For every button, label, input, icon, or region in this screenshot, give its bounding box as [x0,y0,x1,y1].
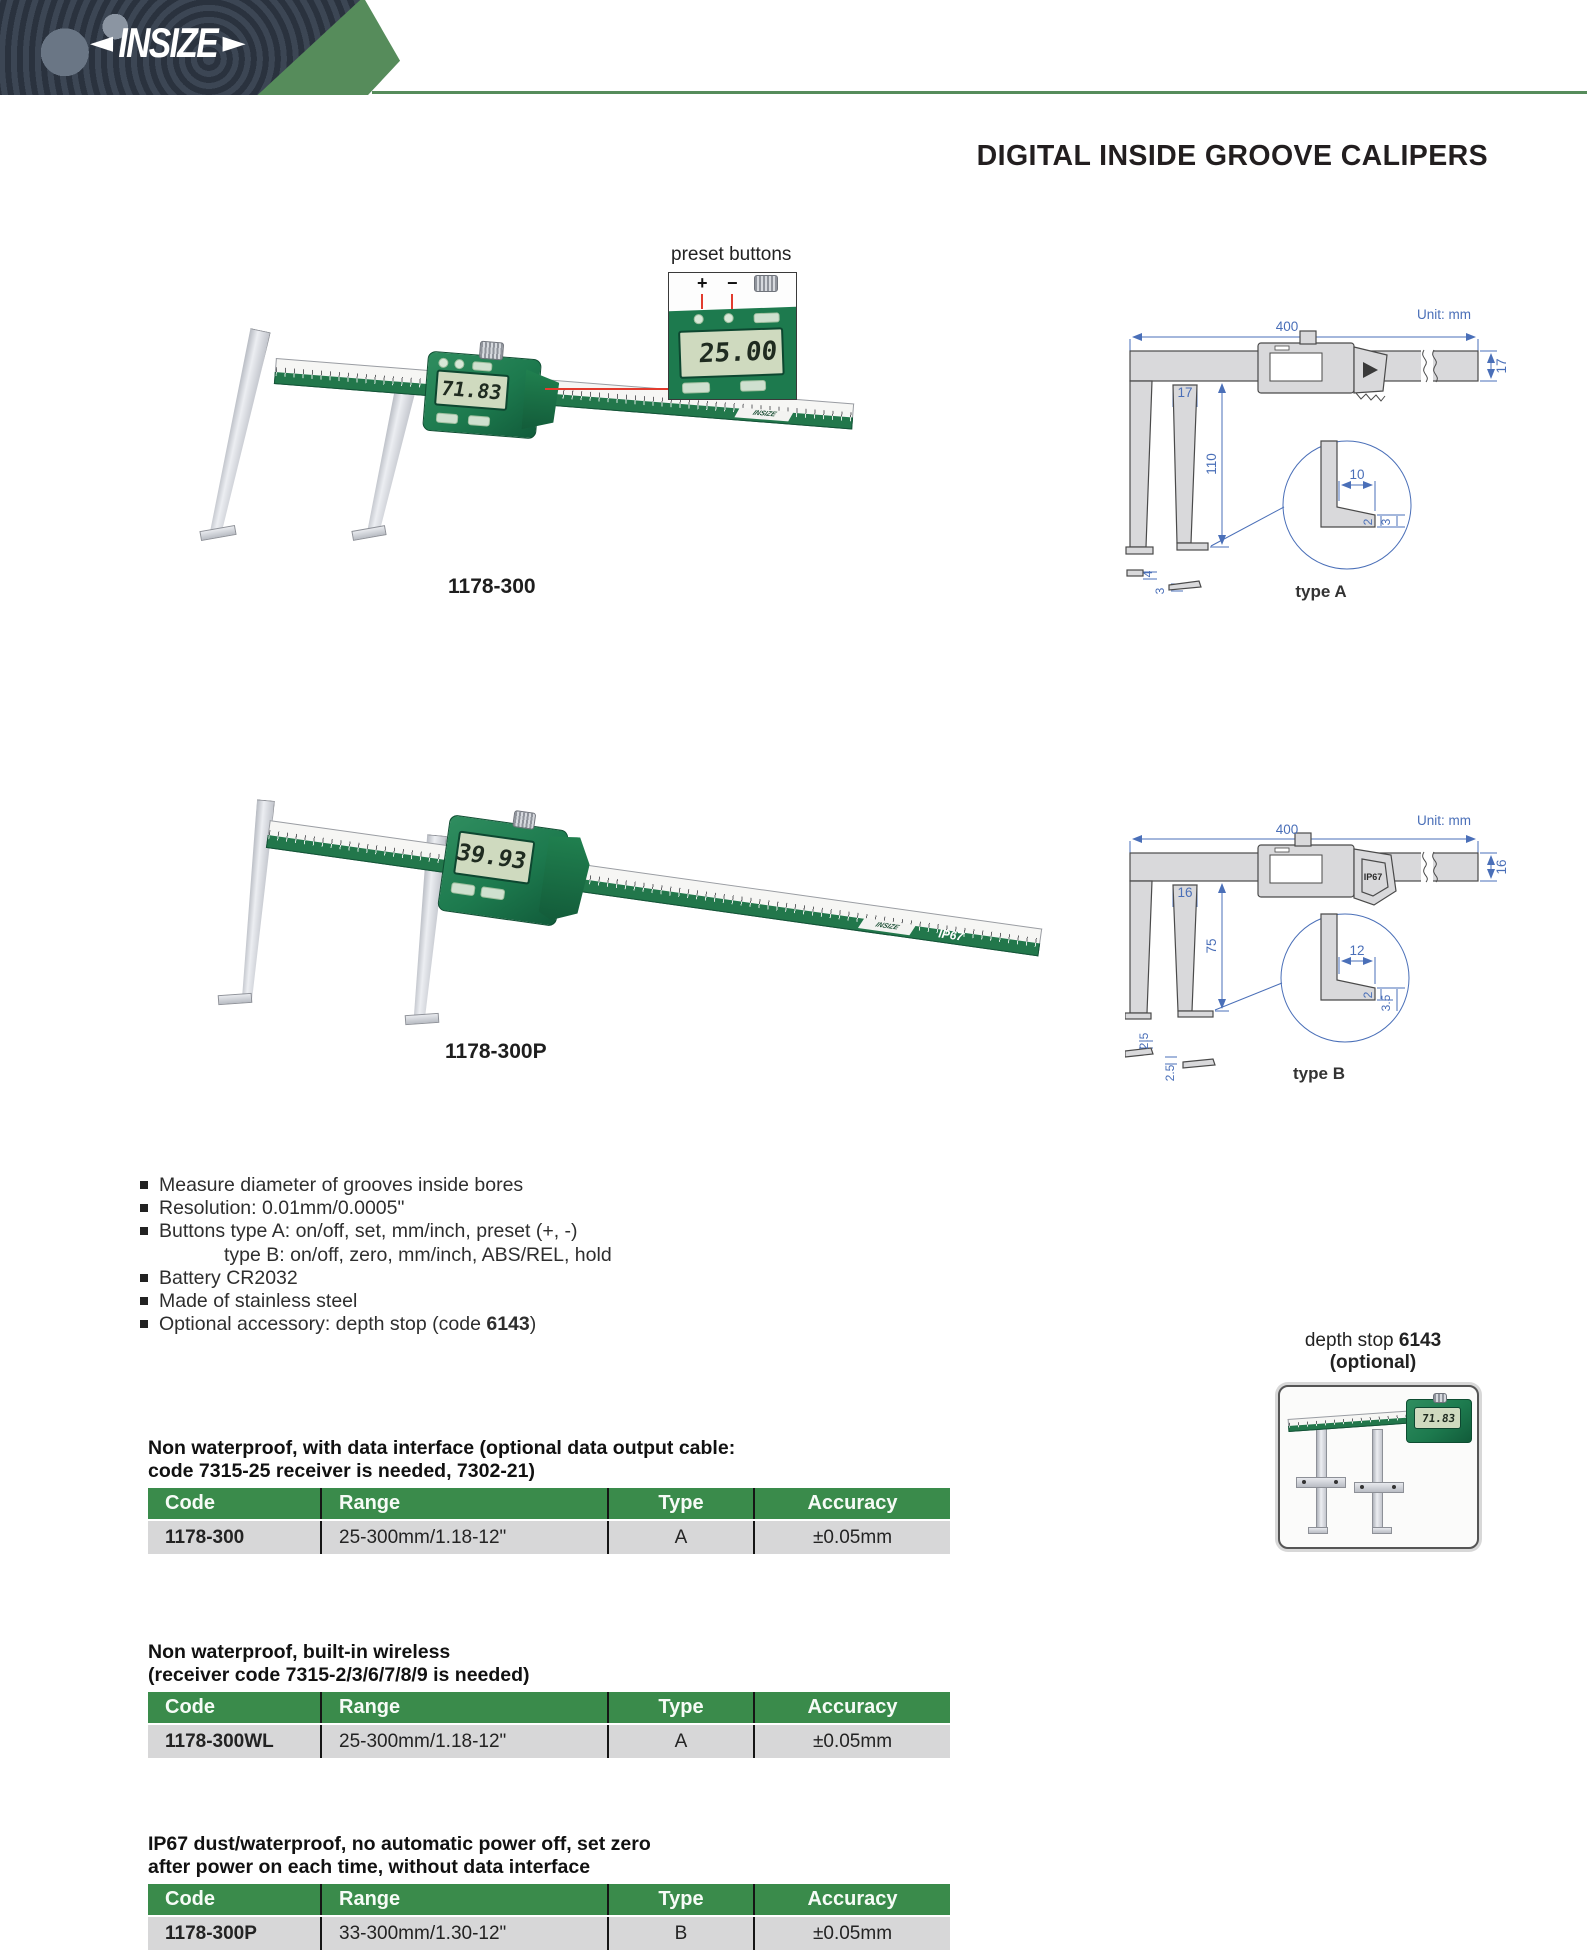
col-header-code: Code [148,1488,320,1519]
drawing-button [1275,346,1289,350]
caliper2-ip67-label: IP67 [937,926,964,944]
header-green-rule [372,91,1587,94]
dim-jaw-16: 16 [1177,885,1193,900]
caliper1-right-foot [351,525,386,541]
section2-heading [148,1641,530,1687]
callout-line [731,294,733,309]
table-header-row [148,1488,950,1519]
cell-range: 25-300mm/1.18-12" [320,1521,607,1554]
ds-screw-dot [1302,1480,1306,1484]
inset-lcd [678,327,785,379]
insize-logo [90,19,246,66]
logo-right-arrow-icon: ► [222,25,246,60]
depth-stop-label [1268,1330,1478,1374]
caliper2-lcd [453,831,535,885]
drawing-type-b [1125,805,1575,1105]
bullet-icon [140,1274,148,1282]
cell-accuracy: ±0.05mm [753,1917,950,1950]
cell-range: 25-300mm/1.18-12" [320,1725,607,1758]
ds-jaw [1372,1429,1383,1533]
section1-heading [148,1437,735,1483]
ds-screw-dot [1334,1480,1338,1484]
heading-line: (receiver code 7315-2/3/6/7/8/9 is needed) [148,1664,530,1686]
section3-heading [148,1833,651,1879]
clamp-teeth [1356,393,1385,401]
type-a-label: type A [1295,582,1347,601]
dim-tip-3: 3 [1153,587,1167,595]
caliper2-button-pill [480,886,505,900]
feature-item [140,1197,612,1220]
bullet-icon [140,1204,148,1212]
dim-tip-2_5b: 2.5 [1163,1064,1177,1082]
bullet-icon [140,1181,148,1189]
inset-button-pill [682,382,710,394]
caliper2-left-foot [218,993,253,1005]
drawing-ip67-label: IP67 [1363,872,1383,882]
heading-line: code 7315-25 receiver is needed, 7302-21) [148,1460,535,1482]
depth-stop-text: depth stop [1304,1330,1399,1351]
logo-text: INSIZE [118,19,218,66]
cell-range: 33-300mm/1.30-12" [320,1917,607,1950]
col-header-range: Range [320,1884,607,1915]
caliper1-thumb-screw [479,341,504,361]
bullet-icon [140,1227,148,1235]
page-title: DIGITAL INSIDE GROOVE CALIPERS [976,140,1488,172]
depth-stop-photo [1278,1385,1479,1549]
col-header-type: Type [607,1692,753,1723]
dim-jaw-17: 17 [1177,385,1193,400]
cell-type: A [607,1725,753,1758]
dim-3: 3 [1379,518,1393,526]
feature-item [140,1267,612,1290]
col-header-code: Code [148,1692,320,1723]
unit-label: Unit: mm [1417,813,1471,828]
dim-400: 400 [1275,822,1299,837]
col-header-type: Type [607,1488,753,1519]
preset-minus-button [723,313,733,323]
table-row [148,1723,950,1758]
minus-sign: − [727,273,738,293]
drawing-lcd [1270,855,1322,883]
ds-lcd-value: 71.83 [1421,1411,1456,1425]
drawing-button [1275,848,1289,852]
caliper2-lcd-value: 39.93 [453,839,529,875]
bullet-icon [140,1297,148,1305]
table-header-row [148,1884,950,1915]
unit-label: Unit: mm [1417,307,1471,322]
logo-left-arrow-icon: ◄ [90,25,114,60]
table-1178-300P [148,1884,950,1950]
heading-line: Non waterproof, built-in wireless [148,1641,451,1663]
caliper1-button-pill [436,412,459,424]
caliper2-clamp [538,833,594,924]
caliper2-right-foot [405,1013,440,1025]
caliper1-lcd [434,369,510,411]
heading-line: after power on each time, without data interface [148,1856,591,1878]
bullet-icon [140,1320,148,1328]
feature-list [140,1174,612,1336]
inset-display-body [668,307,797,400]
caliper1-code-label: 1178-300 [448,575,536,598]
feature-item [140,1290,612,1313]
col-header-range: Range [320,1692,607,1723]
caliper2-display-unit [437,814,569,927]
col-header-range: Range [320,1488,607,1519]
feature-text: Buttons type A: on/off, set, mm/inch, preset (+, -) [159,1220,578,1243]
feature-item [140,1220,612,1243]
cell-code: 1178-300P [148,1917,320,1950]
feature-code-bold: 6143 [486,1313,530,1336]
table-1178-300WL [148,1692,950,1758]
feature-item [140,1174,612,1197]
feature-text: Optional accessory: depth stop (code [159,1313,487,1336]
col-header-accuracy: Accuracy [753,1488,950,1519]
caliper2-scale-green [266,835,1040,956]
depth-stop-optional: (optional) [1329,1352,1417,1373]
type-b-label: type B [1293,1064,1345,1083]
col-header-code: Code [148,1884,320,1915]
inset-thumb-screw [754,275,778,292]
feature-item-continuation [224,1244,612,1267]
feature-text: Battery CR2032 [159,1266,298,1289]
table-1178-300 [148,1488,950,1554]
dim-12: 12 [1349,943,1365,958]
dim-beam-16: 16 [1494,859,1509,875]
plus-sign: + [697,273,708,293]
table-header-row [148,1692,950,1723]
dim-75: 75 [1204,938,1219,954]
feature-text: Resolution: 0.01mm/0.0005" [159,1197,405,1220]
caliper1-button-pill [472,361,493,372]
caliper1-button [454,359,465,370]
dim-tip-4: 4 [1141,570,1155,578]
preset-buttons-label: preset buttons [671,244,792,265]
depth-stop-code: 6143 [1398,1330,1442,1351]
heading-line: Non waterproof, with data interface (optional data output cable: [148,1437,736,1459]
drawing-lcd [1270,353,1322,381]
inset-button-pill [754,312,780,323]
callout-line [545,388,668,390]
dim-tip-2_5: 2.5 [1137,1032,1151,1050]
dim-2: 2 [1361,991,1375,999]
col-header-accuracy: Accuracy [753,1692,950,1723]
caliper1-fixed-jaw [205,328,271,535]
caliper1-clamp [521,369,560,431]
dim-2: 2 [1361,518,1375,526]
ds-lcd [1414,1407,1461,1429]
feature-text: Made of stainless steel [159,1289,358,1312]
ds-screw-dot [1392,1485,1396,1489]
feature-item [140,1313,612,1336]
dim-400: 400 [1275,319,1299,334]
callout-line [701,294,703,309]
col-header-type: Type [607,1884,753,1915]
dim-110: 110 [1204,453,1219,475]
inset-lcd-value: 25.00 [697,336,779,370]
caliper1-button-pill [468,415,491,427]
caliper1-button [438,357,449,368]
cell-accuracy: ±0.05mm [753,1521,950,1554]
caliper2-beam-logo: INSIZE [858,918,916,935]
ds-foot [1308,1527,1328,1534]
ds-thumb-screw [1433,1393,1447,1403]
caliper2-code-label: 1178-300P [445,1040,547,1063]
caliper1-lcd-value: 71.83 [438,375,504,405]
feature-text: Measure diameter of grooves inside bores [159,1174,524,1196]
dim-10: 10 [1349,467,1365,482]
caliper1-left-foot [199,525,236,541]
feature-text: ) [529,1313,537,1336]
ds-screw-dot [1360,1485,1364,1489]
preset-buttons-inset [668,272,797,400]
cell-type: A [607,1521,753,1554]
caliper2-beam [266,820,1042,954]
ds-foot [1372,1527,1392,1534]
caliper2-scale-mm [268,820,1042,943]
table-row [148,1519,950,1554]
cell-code: 1178-300WL [148,1725,320,1758]
cell-type: B [607,1917,753,1950]
cell-code: 1178-300 [148,1521,320,1554]
caliper1-display-unit [422,351,542,440]
caliper2-thumb-screw [512,810,536,830]
ds-display-unit [1406,1399,1472,1443]
dim-beam-17: 17 [1494,358,1509,374]
heading-line: IP67 dust/waterproof, no automatic power off, set zero [148,1833,651,1855]
table-row [148,1915,950,1950]
preset-plus-button [694,314,704,324]
drawing-type-a [1125,295,1575,625]
feature-text: type B: on/off, zero, mm/inch, ABS/REL, hold [224,1243,612,1266]
caliper2-button-pill [450,882,475,896]
cell-accuracy: ±0.05mm [753,1725,950,1758]
col-header-accuracy: Accuracy [753,1884,950,1915]
caliper1-beam-logo: INSIZE [734,408,793,422]
inset-button-pill [740,380,766,392]
dim-3_5: 3.5 [1379,994,1393,1012]
